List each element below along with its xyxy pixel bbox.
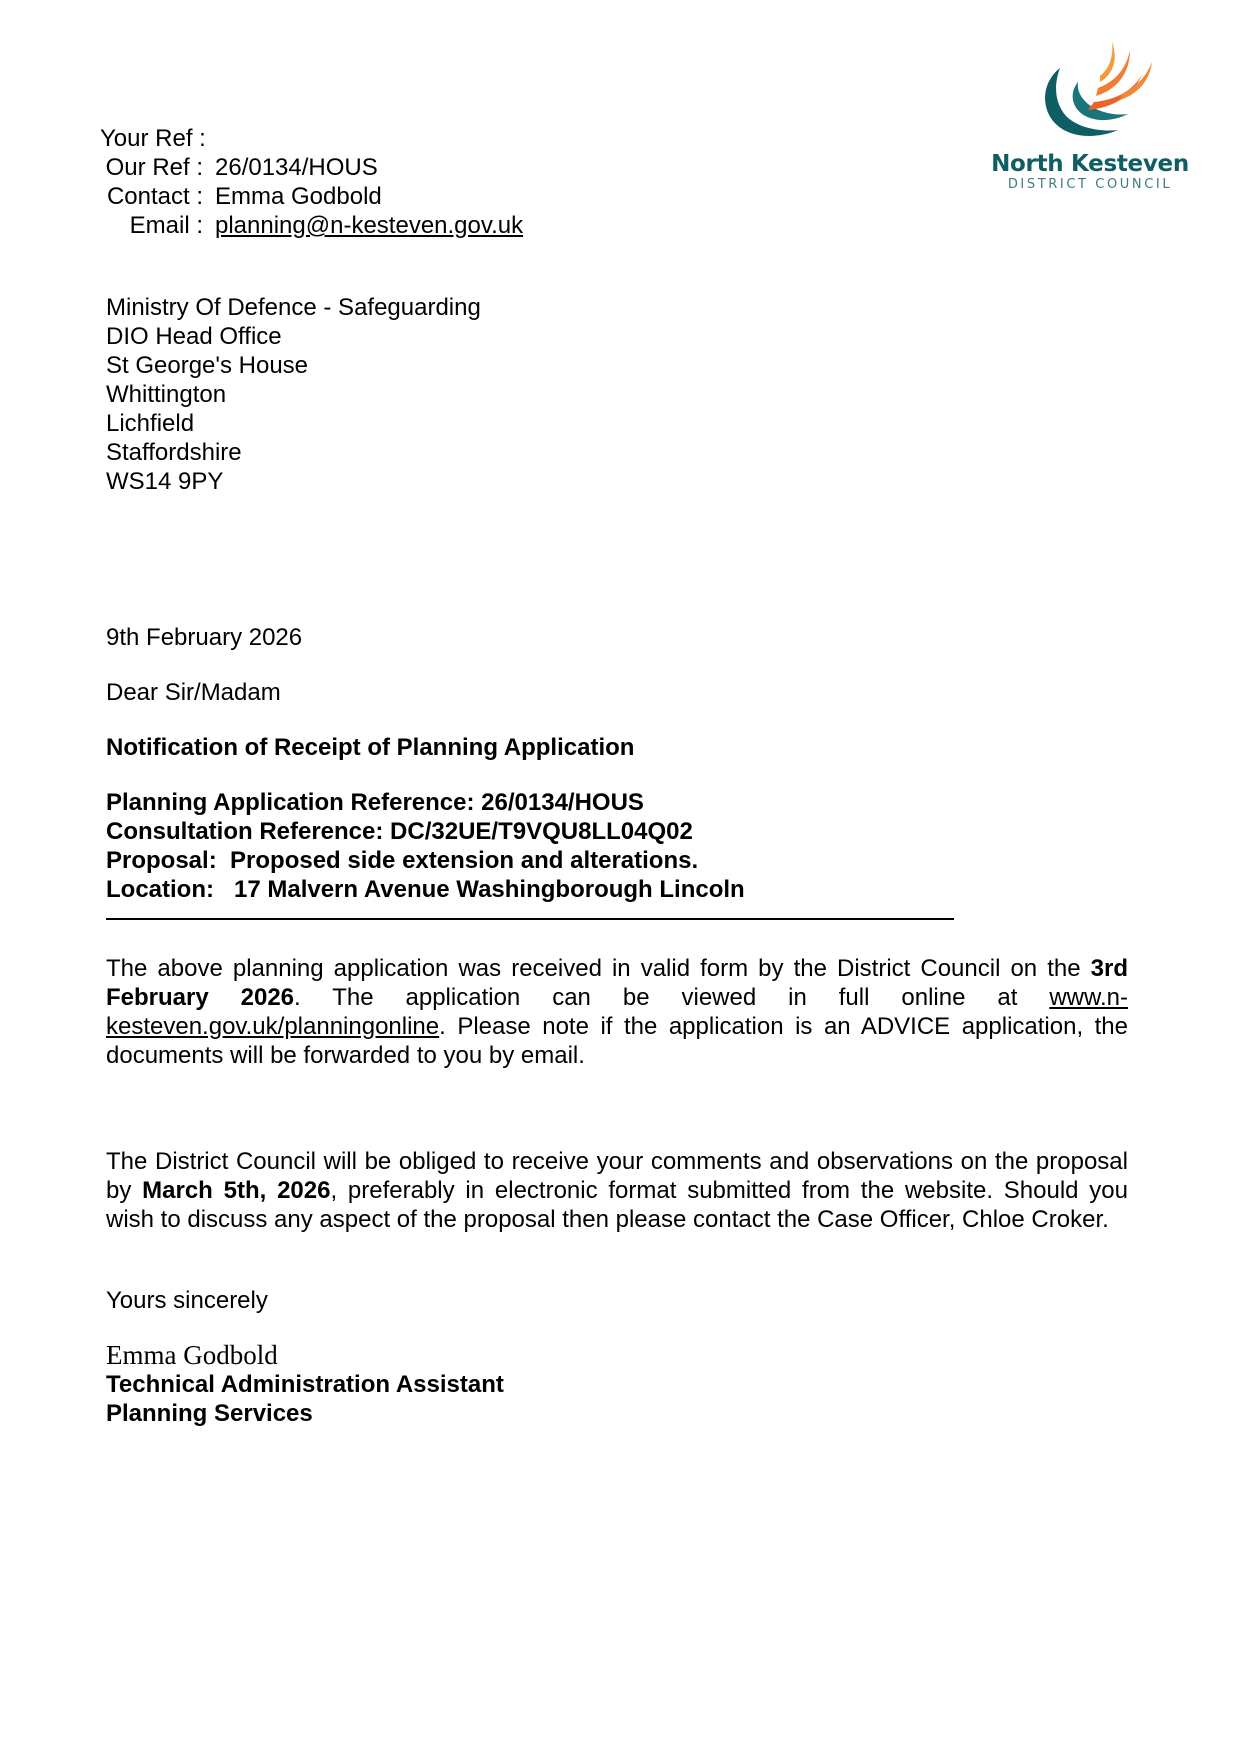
address-line: Whittington [106, 381, 227, 408]
email-row [100, 211, 523, 240]
divider-rule [106, 918, 954, 920]
email-label: Email : [129, 212, 203, 239]
council-logo-swirl-icon [1030, 40, 1155, 140]
address-line: Lichfield [106, 410, 195, 437]
our-ref-label: Our Ref : [105, 154, 203, 181]
comments-text-a: The District Council will be obliged to receive your comments and observations on the proposal by [106, 1148, 1128, 1204]
contact-label: Contact : [106, 183, 203, 210]
letter-date: 9th February 2026 [106, 624, 303, 651]
salutation: Dear Sir/Madam [106, 679, 281, 706]
address-line: St George's House [106, 352, 309, 379]
signature: Emma Godbold [106, 1340, 278, 1370]
application-reference: Planning Application Reference: 26/0134/HOUS [106, 789, 644, 816]
contact-row [100, 182, 523, 211]
comments-paragraph [106, 1147, 1128, 1234]
council-logo-subtitle: DISTRICT COUNCIL [1007, 177, 1173, 192]
signatory-title: Technical Administration Assistant [106, 1371, 504, 1398]
reference-block [100, 124, 523, 240]
recipient-address [106, 293, 481, 496]
location: Location: 17 Malvern Avenue Washingborough Lincoln [106, 876, 745, 903]
proposal: Proposal: Proposed side extension and alterations. [106, 847, 699, 874]
address-line: WS14 9PY [106, 468, 224, 495]
contact-value: Emma Godbold [215, 183, 382, 210]
address-line: Ministry Of Defence - Safeguarding [106, 294, 481, 321]
council-logo [990, 40, 1190, 200]
consultation-reference: Consultation Reference: DC/32UE/T9VQU8LL04Q02 [106, 818, 693, 845]
our-ref-value: 26/0134/HOUS [215, 154, 378, 181]
closing: Yours sincerely [106, 1287, 268, 1314]
your-ref-row [100, 124, 523, 153]
deadline-date: March 5th, 2026 [142, 1177, 331, 1204]
received-date: 3rd February 2026 [106, 955, 1128, 1011]
address-line: DIO Head Office [106, 323, 282, 350]
comments-text-b: , preferably in electronic format submitted from the website. Should you wish to discuss any aspect of the proposal then please contact the Case Officer, Chloe Croker. [106, 1177, 1128, 1233]
receipt-paragraph [106, 954, 1128, 1070]
letter-heading: Notification of Receipt of Planning Application [106, 734, 635, 761]
email-link[interactable]: planning@n-kesteven.gov.uk [215, 212, 524, 239]
signatory-department: Planning Services [106, 1400, 313, 1427]
application-details [106, 788, 1128, 904]
council-logo-name: North Kesteven [991, 151, 1189, 177]
receipt-text-c: . Please note if the application is an ADVICE application, the documents will be forwarded to you by email. [106, 1013, 1128, 1069]
your-ref-label: Your Ref : [100, 125, 206, 152]
our-ref-row [100, 153, 523, 182]
address-line: Staffordshire [106, 439, 242, 466]
receipt-text-a: The above planning application was received in valid form by the District Council on the [106, 955, 1091, 982]
receipt-text-b: . The application can be viewed in full online at [294, 984, 1050, 1011]
planning-online-link[interactable]: www.n-kesteven.gov.uk/planningonline [106, 984, 1129, 1040]
